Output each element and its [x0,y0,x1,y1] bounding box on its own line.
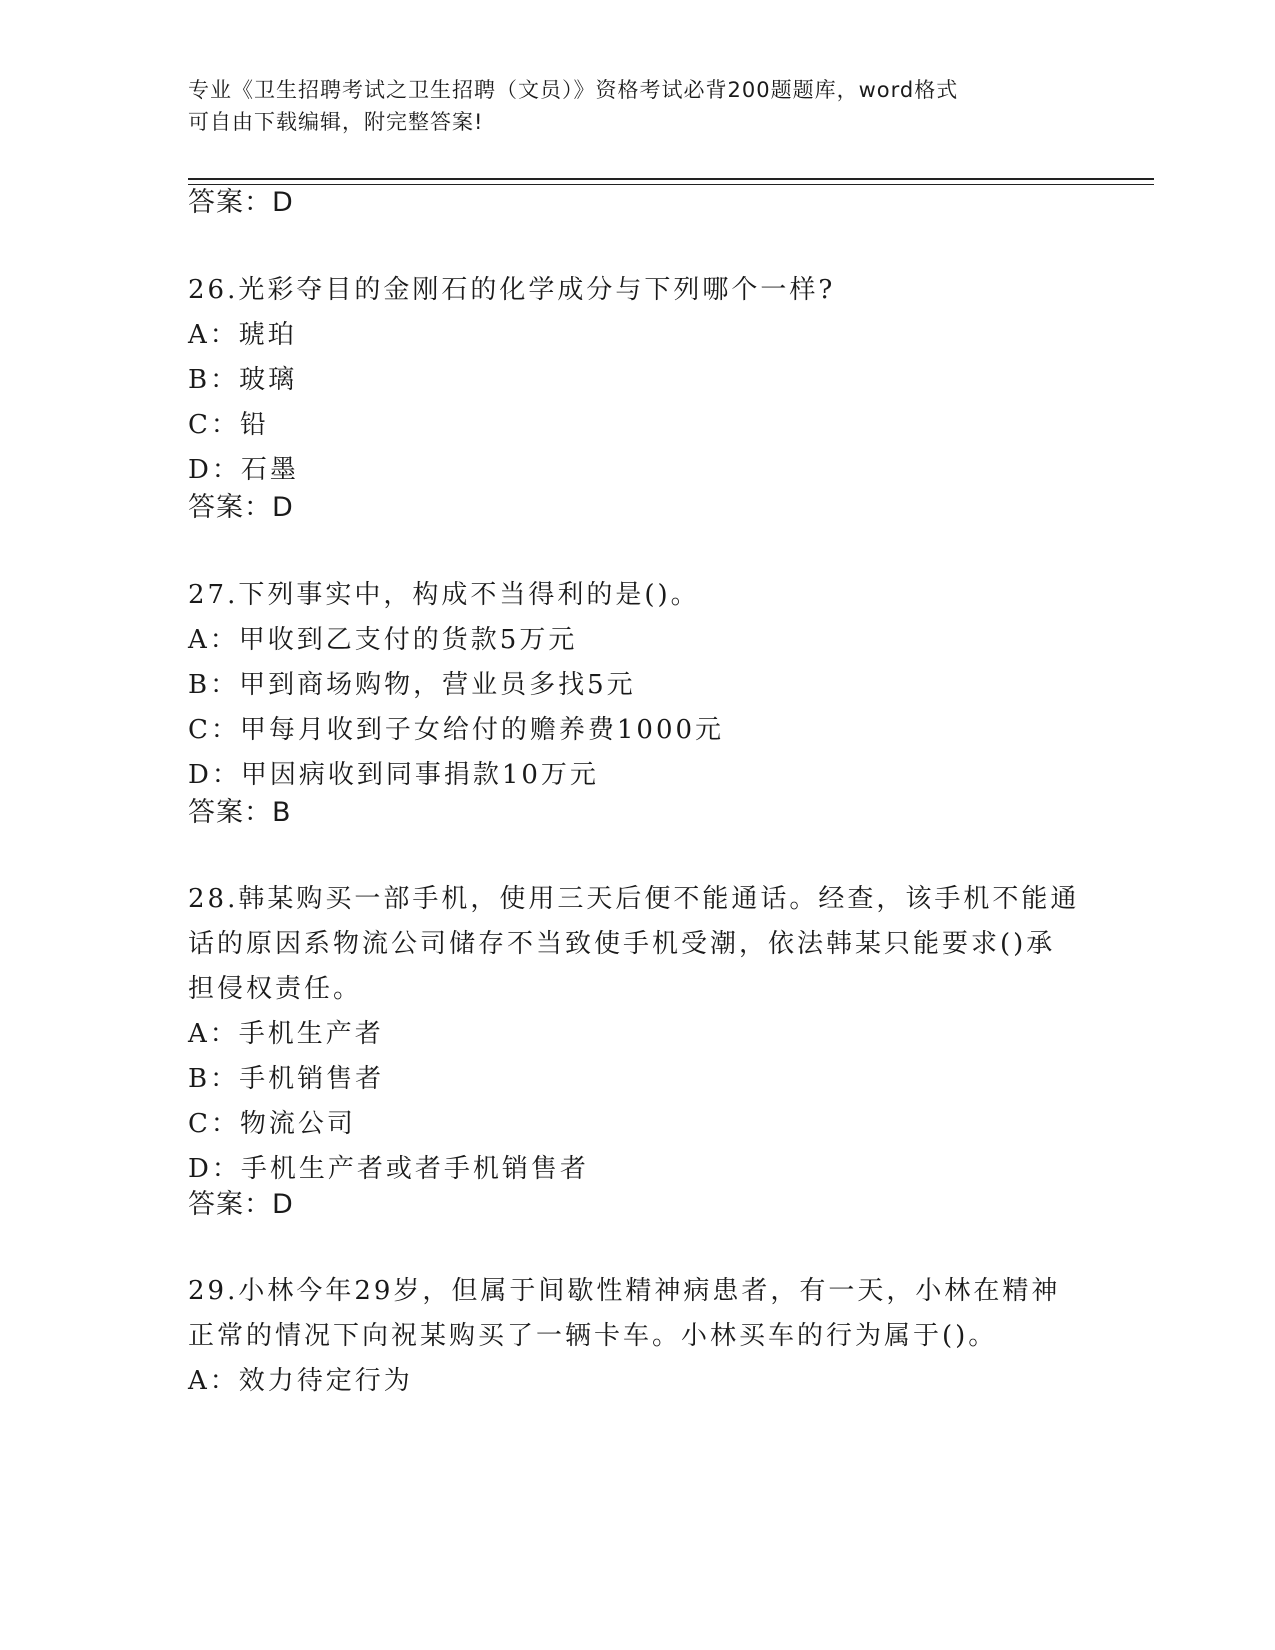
answer-label: 答案：B [188,797,292,828]
question-text: 话的原因系物流公司储存不当致使手机受潮，依法韩某只能要求()承 [188,929,1056,959]
option-c: C：物流公司 [188,1109,356,1139]
question-text: 正常的情况下向祝某购买了一辆卡车。小林买车的行为属于()。 [188,1321,998,1351]
option-d: D：手机生产者或者手机销售者 [188,1154,589,1184]
option-b: B：玻璃 [188,365,298,395]
header-line-1: 专业《卫生招聘考试之卫生招聘（文员）》资格考试必背200题题库，word格式 [188,78,959,102]
question-text: 29.小林今年29岁，但属于间歇性精神病患者，有一天，小林在精神 [188,1276,1061,1306]
option-d: D：石墨 [188,455,299,485]
option-a: A：琥珀 [188,320,297,350]
question-text: 26.光彩夺目的金刚石的化学成分与下列哪个一样? [188,275,836,305]
question-28 [188,877,1088,1192]
option-c: C：铅 [188,410,269,440]
question-text: 27.下列事实中，构成不当得利的是()。 [188,580,700,610]
header-line-2: 可自由下载编辑，附完整答案! [188,110,484,134]
option-a: A：效力待定行为 [188,1366,413,1396]
page-header [188,74,1068,138]
option-c: C：甲每月收到子女给付的赡养费1000元 [188,715,725,745]
option-b: B：甲到商场购物，营业员多找5元 [188,670,636,700]
question-29 [188,1269,1088,1404]
header-rule-thick [188,178,1154,180]
question-26 [188,268,1088,493]
answer-label: 答案：D [188,187,294,218]
question-27 [188,573,1088,798]
option-d: D：甲因病收到同事捐款10万元 [188,760,599,790]
option-a: A：甲收到乙支付的货款5万元 [188,625,578,655]
question-text: 担侵权责任。 [188,974,363,1004]
answer-label: 答案：D [188,492,294,523]
header-rule-thin [188,184,1154,185]
question-text: 28.韩某购买一部手机，使用三天后便不能通话。经查，该手机不能通 [188,884,1080,914]
answer-label: 答案：D [188,1189,294,1220]
option-b: B：手机销售者 [188,1064,385,1094]
option-a: A：手机生产者 [188,1019,384,1049]
